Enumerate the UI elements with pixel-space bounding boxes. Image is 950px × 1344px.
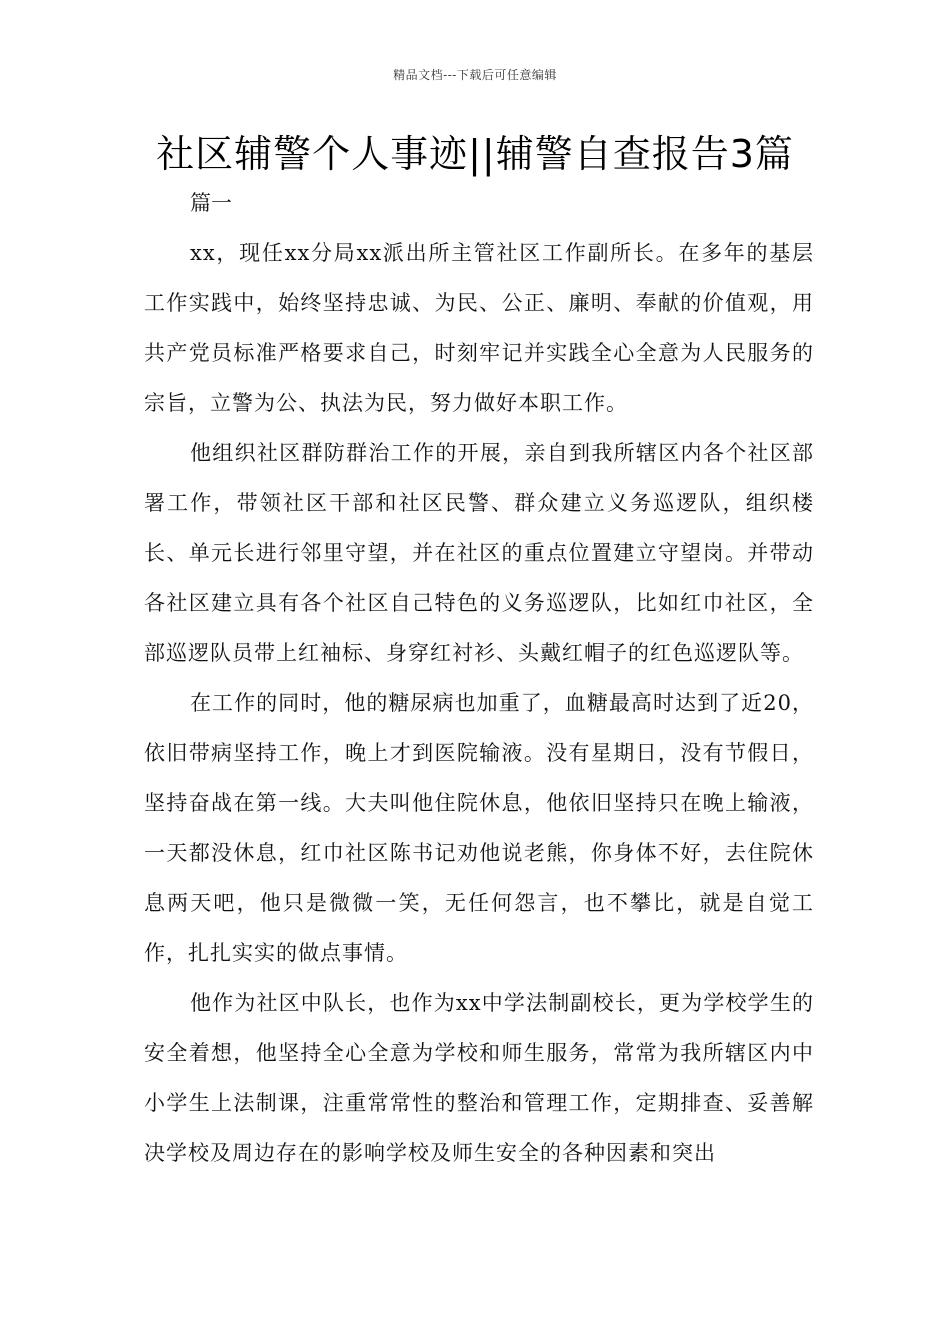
paragraph: xx，现任xx分局xx派出所主管社区工作副所长。在多年的基层工作实践中，始终坚持忠诚、为民、公正、廉明、奉献的价值观，用共产党员标准严格要求自己，时刻牢记并实践全心全意为人民服务的宗旨，立警为公、执法为民，努力做好本职工作。 xyxy=(144,241,814,415)
section-label: 篇一 xyxy=(190,191,232,215)
paragraph: 他组织社区群防群治工作的开展，亲自到我所辖区内各个社区部署工作，带领社区干部和社区民警、群众建立义务巡逻队，组织楼长、单元长进行邻里守望，并在社区的重点位置建立守望岗。并带动各社区建立具有各个社区自己特色的义务巡逻队，比如红巾社区，全部巡逻队员带上红袖标、身穿红衬衫、头戴红帽子的红色巡逻队等。 xyxy=(144,441,814,665)
paragraph: 他作为社区中队长，也作为xx中学法制副校长，更为学校学生的安全着想，他坚持全心全意为学校和师生服务，常常为我所辖区内中小学生上法制课，注重常常性的整治和管理工作，定期排查、妥善解决学校及周边存在的影响学校及师生安全的各种因素和突出 xyxy=(144,991,814,1165)
paragraph: 在工作的同时，他的糖尿病也加重了，血糖最高时达到了近20，依旧带病坚持工作，晚上才到医院输液。没有星期日，没有节假日，坚持奋战在第一线。大夫叫他住院休息，他依旧坚持只在晚上输液，一天都没休息，红巾社区陈书记劝他说老熊，你身体不好，去住院休息两天吧，他只是微微一笑，无任何怨言，也不攀比，就是自觉工作，扎扎实实的做点事情。 xyxy=(144,691,814,965)
document-title: 社区辅警个人事迹||辅警自查报告3篇 xyxy=(156,132,794,176)
header-note: 精品文档---下载后可任意编辑 xyxy=(393,68,557,82)
document-body xyxy=(144,178,814,1178)
